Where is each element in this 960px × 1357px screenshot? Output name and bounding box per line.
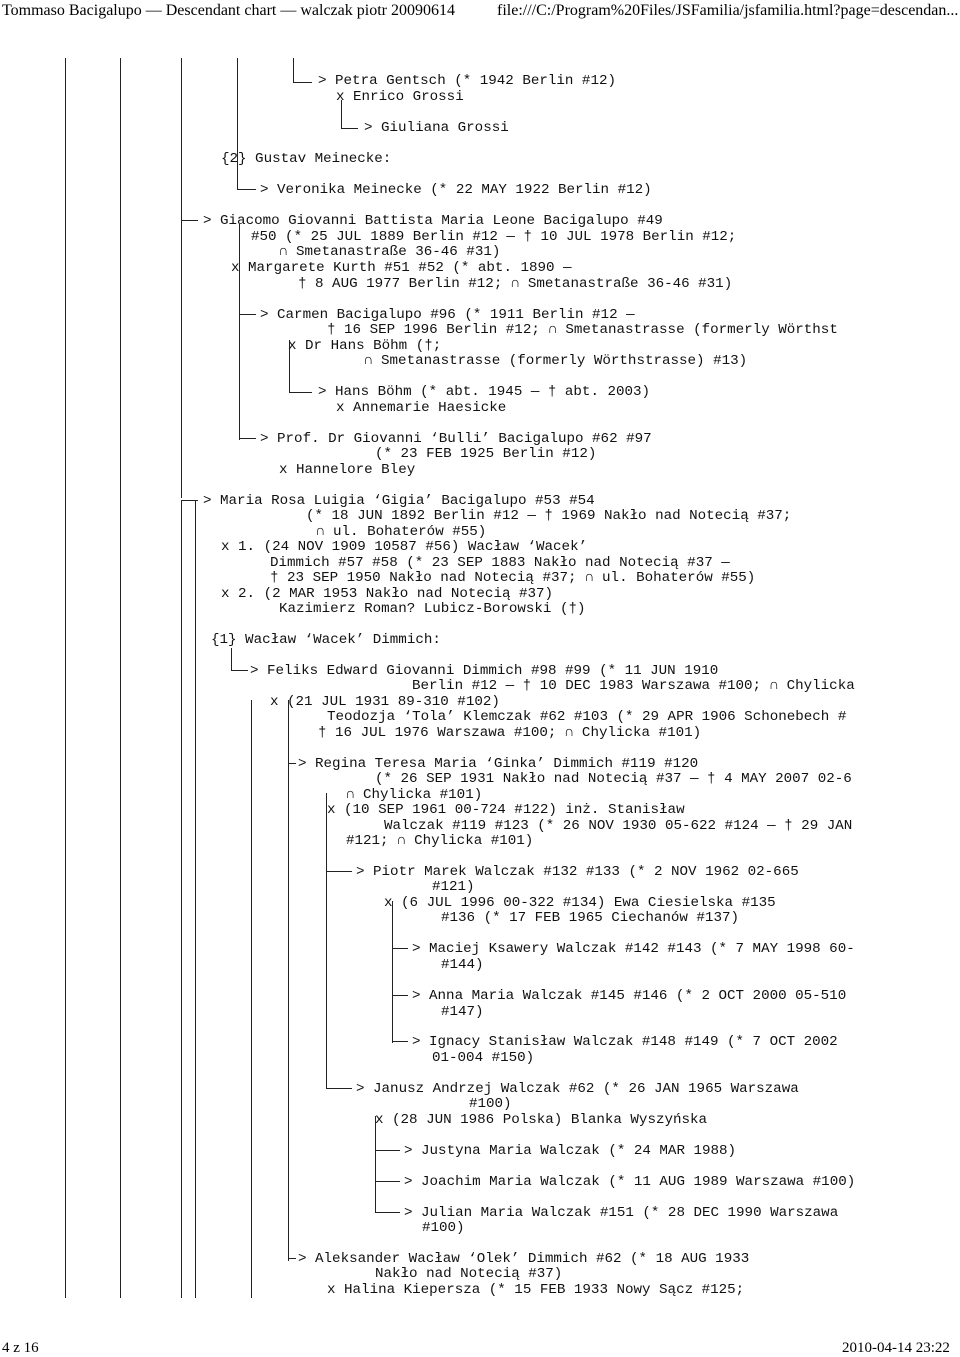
tree-connector-horizontal: [181, 220, 198, 221]
tree-connector-vertical: [181, 58, 182, 498]
chart-line: x (21 JUL 1931 89-310 #102): [270, 694, 500, 710]
tree-connector-vertical: [251, 700, 252, 1298]
tree-connector-horizontal: [288, 1258, 296, 1259]
tree-connector-horizontal: [289, 392, 312, 393]
tree-connector-vertical: [375, 1116, 376, 1213]
chart-line: x Margarete Kurth #51 #52 (* abt. 1890 —: [231, 260, 572, 276]
chart-line: x (28 JUN 1986 Polska) Blanka Wyszyńska: [375, 1112, 708, 1128]
tree-connector-horizontal: [375, 1150, 400, 1151]
chart-line: > Regina Teresa Maria ‘Ginka’ Dimmich #119 #120: [298, 756, 699, 772]
chart-line: x Enrico Grossi: [336, 89, 464, 105]
chart-line: x Halina Kiepersza (* 15 FEB 1933 Nowy Sącz #125;: [327, 1282, 745, 1298]
tree-connector-vertical: [65, 58, 66, 1298]
chart-line: #136 (* 17 FEB 1965 Ciechanów #137): [441, 910, 739, 926]
chart-line: > Giacomo Giovanni Battista Maria Leone Bacigalupo #49: [203, 213, 663, 229]
chart-line: > Prof. Dr Giovanni ‘Bulli’ Bacigalupo #62 #97: [260, 431, 652, 447]
chart-line: ∩ ul. Bohaterów #55): [316, 524, 487, 540]
tree-connector-horizontal: [237, 189, 256, 190]
chart-line: > Joachim Maria Walczak (* 11 AUG 1989 Warszawa #100): [404, 1174, 856, 1190]
chart-line: #121): [432, 879, 475, 895]
tree-connector-vertical: [237, 58, 238, 189]
chart-line: > Hans Böhm (* abt. 1945 — † abt. 2003): [318, 384, 651, 400]
chart-line: ∩ Chylicka #101): [346, 787, 483, 803]
page-header-title: Tommaso Bacigalupo — Descendant chart — walczak piotr 20090614: [2, 2, 455, 19]
tree-connector-horizontal: [326, 1088, 352, 1089]
chart-line: (* 26 SEP 1931 Nakło nad Notecią #37 — † 4 MAY 2007 02-6: [375, 771, 852, 787]
tree-connector-horizontal: [375, 1212, 400, 1213]
chart-line: #50 (* 25 JUL 1889 Berlin #12 — † 10 JUL 1978 Berlin #12;: [251, 229, 737, 245]
chart-line: x Dr Hans Böhm (†;: [288, 338, 442, 354]
chart-line: > Maciej Ksawery Walczak #142 #143 (* 7 MAY 1998 60-: [412, 941, 855, 957]
tree-connector-horizontal: [392, 1041, 408, 1042]
chart-line: > Anna Maria Walczak #145 #146 (* 2 OCT 2000 05-510: [412, 988, 847, 1004]
tree-connector-horizontal: [239, 314, 256, 315]
chart-line: Dimmich #57 #58 (* 23 SEP 1883 Nakło nad Notecią #37 —: [270, 555, 730, 571]
chart-line: † 16 JUL 1976 Warszawa #100; ∩ Chylicka #101): [318, 725, 702, 741]
chart-line: > Justyna Maria Walczak (* 24 MAR 1988): [404, 1143, 737, 1159]
chart-line: x Hannelore Bley: [279, 462, 416, 478]
chart-line: > Maria Rosa Luigia ‘Gigia’ Bacigalupo #53 #54: [203, 493, 595, 509]
chart-line: > Veronika Meinecke (* 22 MAY 1922 Berlin #12): [260, 182, 652, 198]
chart-line: #147): [441, 1004, 484, 1020]
tree-connector-horizontal: [231, 670, 248, 671]
tree-connector-horizontal: [288, 763, 296, 764]
chart-line: (* 18 JUN 1892 Berlin #12 — † 1969 Nakło nad Notecią #37;: [306, 508, 792, 524]
chart-line: Kazimierz Roman? Lubicz-Borowski (†): [279, 601, 586, 617]
chart-line: > Janusz Andrzej Walczak #62 (* 26 JAN 1965 Warszawa: [356, 1081, 799, 1097]
chart-line: x 2. (2 MAR 1953 Nakło nad Notecią #37): [221, 586, 554, 602]
tree-connector-horizontal: [392, 948, 408, 949]
chart-line: > Julian Maria Walczak #151 (* 28 DEC 1990 Warszawa: [404, 1205, 839, 1221]
chart-line: Berlin #12 — † 10 DEC 1983 Warszawa #100; ∩ Chylicka: [412, 678, 855, 694]
chart-line: x 1. (24 NOV 1909 10587 #56) Wacław ‘Wacek’: [221, 539, 588, 555]
chart-line: > Aleksander Wacław ‘Olek’ Dimmich #62 (* 18 AUG 1933: [298, 1251, 750, 1267]
chart-line: > Giuliana Grossi: [364, 120, 509, 136]
chart-line: (* 23 FEB 1925 Berlin #12): [375, 446, 597, 462]
tree-connector-horizontal: [181, 500, 198, 501]
tree-connector-vertical: [120, 58, 121, 1298]
chart-line: 01-004 #150): [432, 1050, 535, 1066]
tree-connector-horizontal: [239, 438, 256, 439]
chart-line: Walczak #119 #123 (* 26 NOV 1930 05-622 #124 — † 29 JAN: [384, 818, 853, 834]
chart-line: † 16 SEP 1996 Berlin #12; ∩ Smetanastrasse (formerly Wörthst: [327, 322, 838, 338]
tree-connector-vertical: [293, 58, 294, 82]
tree-connector-horizontal: [375, 1181, 400, 1182]
tree-connector-vertical: [239, 224, 240, 440]
tree-connector-vertical: [181, 500, 182, 1298]
tree-connector-vertical: [231, 648, 232, 670]
chart-line: x Annemarie Haesicke: [336, 400, 507, 416]
chart-line: #100): [469, 1096, 512, 1112]
tree-connector-vertical: [326, 793, 327, 1089]
chart-line: x (10 SEP 1961 00-724 #122) inż. Stanisław: [327, 802, 685, 818]
tree-connector-vertical: [392, 901, 393, 1043]
chart-line: † 8 AUG 1977 Berlin #12; ∩ Smetanastraße 36-46 #31): [298, 276, 733, 292]
page-header-url: file:///C:/Program%20Files/JSFamilia/jsfamilia.html?page=descendan...: [497, 2, 959, 19]
page-number: 4 z 16: [2, 1340, 39, 1356]
chart-line: > Carmen Bacigalupo #96 (* 1911 Berlin #12 —: [260, 307, 635, 323]
chart-line: {2} Gustav Meinecke:: [221, 151, 392, 167]
chart-line: † 23 SEP 1950 Nakło nad Notecią #37; ∩ ul. Bohaterów #55): [270, 570, 756, 586]
chart-line: x (6 JUL 1996 00-322 #134) Ewa Ciesielska #135: [384, 895, 776, 911]
tree-connector-horizontal: [293, 82, 312, 83]
tree-connector-horizontal: [392, 995, 408, 996]
chart-line: > Ignacy Stanisław Walczak #148 #149 (* 7 OCT 2002: [412, 1034, 838, 1050]
chart-line: Nakło nad Notecią #37): [375, 1266, 563, 1282]
chart-line: ∩ Smetanastrasse (formerly Wörthstrasse) #13): [364, 353, 748, 369]
print-timestamp: 2010-04-14 23:22: [842, 1340, 950, 1356]
tree-connector-vertical: [288, 700, 289, 1261]
tree-connector-vertical: [289, 340, 290, 392]
chart-line: > Piotr Marek Walczak #132 #133 (* 2 NOV 1962 02-665: [356, 864, 799, 880]
chart-line: {1} Wacław ‘Wacek’ Dimmich:: [211, 632, 441, 648]
chart-line: Teodozja ‘Tola’ Klemczak #62 #103 (* 29 APR 1906 Schonebech #: [327, 709, 847, 725]
chart-line: > Feliks Edward Giovanni Dimmich #98 #99 (* 11 JUN 1910: [250, 663, 719, 679]
tree-connector-vertical: [341, 100, 342, 128]
chart-line: ∩ Smetanastraße 36-46 #31): [279, 244, 501, 260]
chart-line: #100): [422, 1220, 465, 1236]
tree-connector-vertical: [195, 500, 196, 1298]
tree-connector-horizontal: [341, 128, 358, 129]
tree-connector-horizontal: [326, 871, 352, 872]
chart-line: #144): [441, 957, 484, 973]
chart-line: > Petra Gentsch (* 1942 Berlin #12): [318, 73, 616, 89]
chart-line: #121; ∩ Chylicka #101): [346, 833, 534, 849]
